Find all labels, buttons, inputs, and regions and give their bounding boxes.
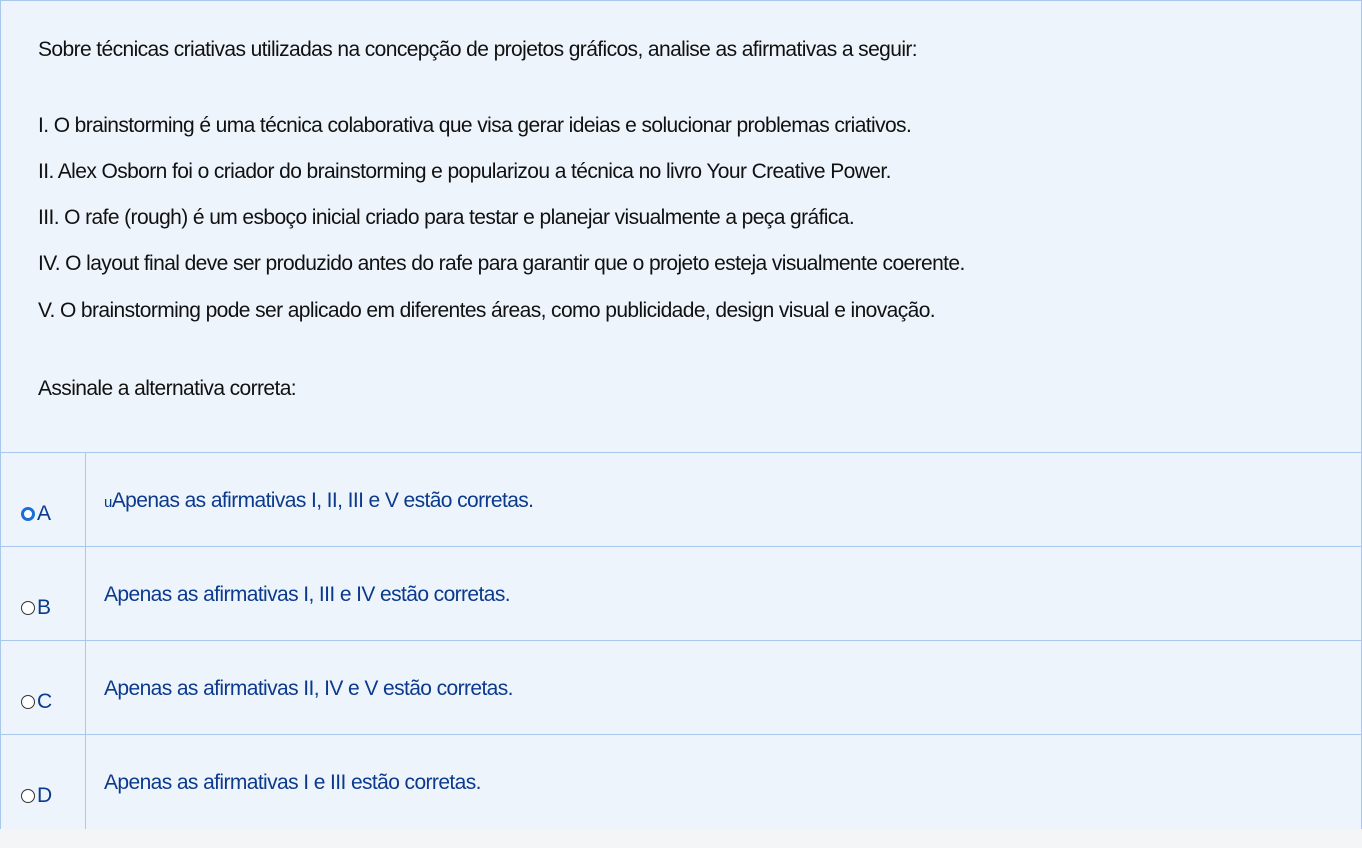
option-letter: D: [37, 784, 52, 807]
option-text[interactable]: [104, 489, 533, 513]
option-label: Apenas as afirmativas I, II, III e V estão corretas.: [111, 489, 534, 512]
statement-5: V. O brainstorming pode ser aplicado em diferentes áreas, como publicidade, design visual e inovação.: [38, 299, 936, 322]
option-letter: C: [37, 690, 52, 713]
statement-1: I. O brainstorming é uma técnica colaborativa que visa gerar ideias e solucionar problemas criativos.: [38, 114, 912, 137]
option-text[interactable]: Apenas as afirmativas II, IV e V estão corretas.: [104, 677, 513, 700]
radio-button-selected-icon[interactable]: [21, 507, 35, 521]
option-text[interactable]: Apenas as afirmativas I e III estão corretas.: [104, 771, 481, 794]
radio-button-icon[interactable]: [21, 601, 35, 615]
radio-button-icon[interactable]: [21, 695, 35, 709]
question-prompt: Assinale a alternativa correta:: [38, 377, 297, 400]
option-letter-cell: [1, 641, 86, 735]
statement-2: II. Alex Osborn foi o criador do brainstorming e popularizou a técnica no livro Your Creative Power.: [38, 160, 891, 183]
option-letter-cell: [1, 735, 86, 829]
option-c[interactable]: [0, 640, 1362, 735]
option-a[interactable]: [0, 452, 1362, 547]
radio-button-icon[interactable]: [21, 789, 35, 803]
statement-3: III. O rafe (rough) é um esboço inicial criado para testar e planejar visualmente a peça gráfica.: [38, 206, 855, 229]
statement-4: IV. O layout final deve ser produzido antes do rafe para garantir que o projeto esteja visualmente coerente.: [38, 252, 965, 275]
option-letter-cell: [1, 453, 86, 547]
option-b[interactable]: [0, 546, 1362, 641]
option-prefix: u: [104, 494, 112, 511]
question-intro: Sobre técnicas criativas utilizadas na concepção de projetos gráficos, analise as afirmativas a seguir:: [38, 38, 918, 61]
option-d[interactable]: [0, 734, 1362, 829]
option-text[interactable]: Apenas as afirmativas I, III e IV estão corretas.: [104, 583, 510, 606]
option-letter: A: [37, 502, 51, 525]
option-letter: B: [37, 596, 51, 619]
option-letter-cell: [1, 547, 86, 641]
